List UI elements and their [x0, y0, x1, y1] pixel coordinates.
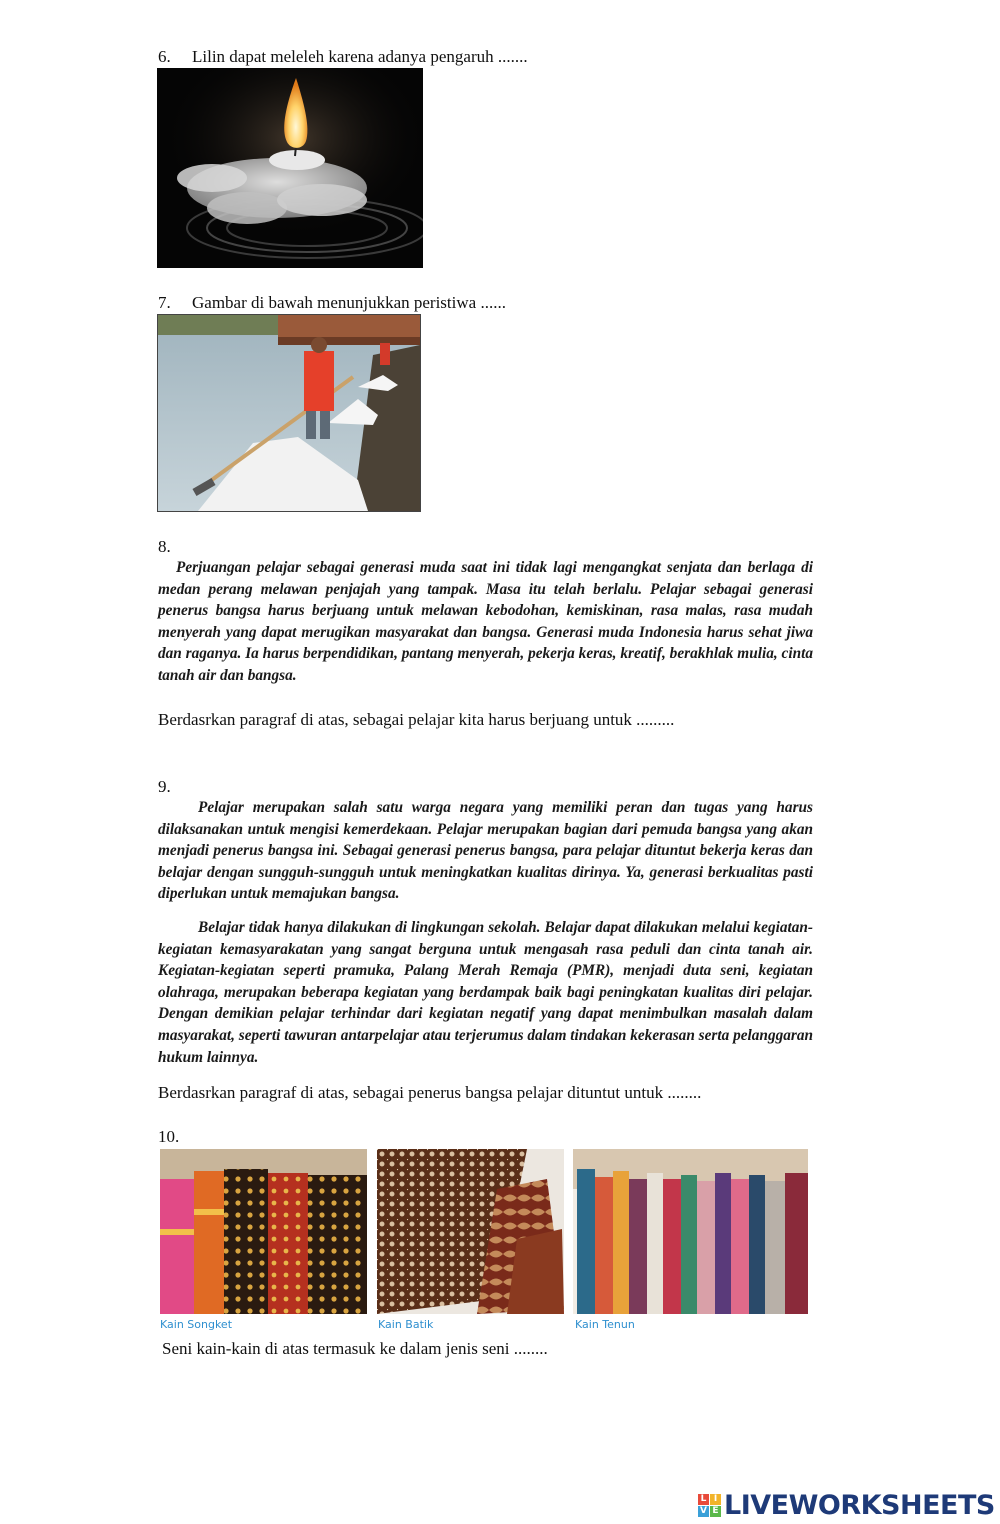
caption-songket: Kain Songket [160, 1318, 233, 1331]
reading-paragraph: Perjuangan pelajar sebagai generasi muda saat ini tidak lagi mengangkat senjata dan berlaga di medan perang melawan penjajah yang tampak. Masa itu telah berlalu. Pelajar sebagai generasi penerus bangsa harus berjuang untuk melawan kebodohan, kemiskinan, rasa malas, rasa mudah menyerah yang dapat merugikan masyarakat dan bangsa. Generasi muda Indonesia harus sehat jiwa dan raganya. Ia harus berpendidikan, pantang menyerah, pekerja keras, kreatif, berakhlak mulia, cinta tanah air dan bangsa. [158, 559, 813, 684]
tenun-illustration [573, 1149, 808, 1314]
question-7 [158, 293, 506, 313]
question-number: 9. [158, 777, 171, 796]
candle-illustration [157, 68, 423, 268]
reading-paragraph-1: Pelajar merupakan salah satu warga negara yang memiliki peran dan tugas yang harus dilaksanakan untuk mengisi kemerdekaan. Pelajar merupakan bagian dari pemuda bangsa yang akan menjadi penerus bangsa ini. Sebagai generasi penerus bangsa, para pelajar dituntut bekerja keras dan belajar dengan sungguh-sungguh untuk meningkatkan kualitas dirinya. Ya, generasi berkualitas pasti diperlukan untuk memajukan bangsa. [158, 799, 813, 903]
question-number: 6. [158, 47, 171, 66]
question-10-number [158, 1127, 179, 1147]
caption-tenun: Kain Tenun [575, 1318, 635, 1331]
logo-letter: E [710, 1506, 721, 1517]
question-number: 10. [158, 1127, 180, 1146]
batik-image [377, 1149, 564, 1314]
logo-letter: V [698, 1506, 709, 1517]
question-text: Gambar di bawah menunjukkan peristiwa ...... [192, 293, 506, 312]
tenun-image [573, 1149, 808, 1314]
liveworksheets-logo [698, 1490, 994, 1520]
question-8-number [158, 537, 171, 557]
caption-batik: Kain Batik [378, 1318, 434, 1331]
songket-illustration [160, 1149, 367, 1314]
logo-letter: L [698, 1494, 709, 1505]
question-9-text: Berdasrkan paragraf di atas, sebagai penerus bangsa pelajar dituntut untuk ........ [158, 1083, 702, 1102]
question-number: 8. [158, 537, 171, 556]
reading-paragraph-2: Belajar tidak hanya dilakukan di lingkungan sekolah. Belajar dapat dilakukan melalui kegiatan-kegiatan kemasyarakatan yang sangat berguna untuk mengasah rasa peduli dan cinta tanah air. Kegiatan-kegiatan seperti pramuka, Palang Merah Remaja (PMR), menjadi duta seni, kegiatan olahraga, merupakan beberapa kegiatan yang berdampak baik bagi peningkatan kualitas diri pelajar. Dengan demikian pelajar terhindar dari kegiatan negatif yang dapat menimbulkan masalah dalam masyarakat, seperti tawuran antarpelajar atau terjerumus dalam tindakan kekerasan serta pelanggaran hukum lainnya. [158, 919, 813, 1066]
question-text: Lilin dapat meleleh karena adanya pengaruh ....... [192, 47, 528, 66]
question-9-number [158, 777, 171, 797]
logo-letter: I [710, 1494, 721, 1505]
salt-farm-image [157, 314, 421, 512]
batik-illustration [377, 1149, 564, 1314]
songket-image [160, 1149, 367, 1314]
brand-name: LIVEWORKSHEETS [724, 1489, 995, 1521]
salt-farm-illustration [158, 315, 420, 511]
question-8-text: Berdasrkan paragraf di atas, sebagai pelajar kita harus berjuang untuk ......... [158, 710, 675, 729]
logo-mark [698, 1494, 721, 1517]
question-10-text: Seni kain-kain di atas termasuk ke dalam jenis seni ........ [162, 1339, 548, 1358]
question-6 [158, 47, 528, 67]
question-number: 7. [158, 293, 171, 312]
candle-image [157, 68, 423, 268]
